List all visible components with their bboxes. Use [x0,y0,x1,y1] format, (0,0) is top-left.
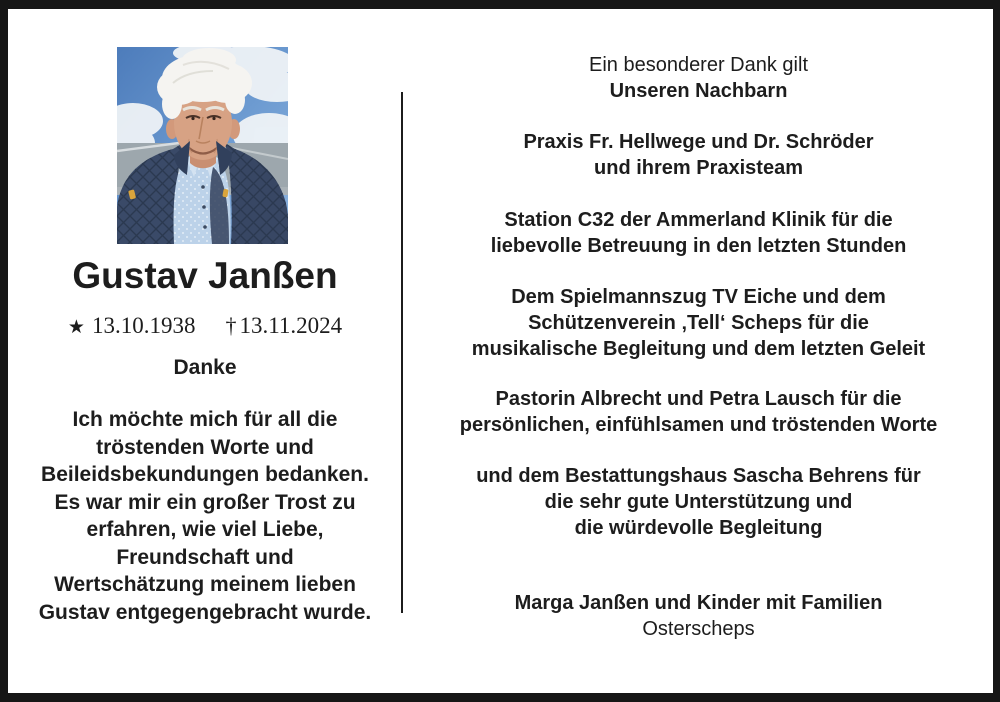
ack-line: und dem Bestattungshaus Sascha Behrens für [476,465,921,487]
ack-line: Praxis Fr. Hellwege und Dr. Schröder [523,131,874,153]
life-dates [8,312,402,342]
signature-family: Marga Janßen und Kinder mit Familien [514,592,883,614]
message-line: Freundschaft und [116,545,294,569]
ack-block-bestattungshaus [404,463,993,541]
ack-intro-highlight: Unseren Nachbarn [609,80,788,102]
ack-intro-block [404,52,993,104]
ack-line: liebevolle Betreuung in den letzten Stunden [490,235,907,257]
death-date: 13.11.2024 [239,313,343,338]
column-divider [401,92,403,613]
ack-line: musikalische Begleitung und dem letzten Geleit [471,338,926,360]
personal-message [8,406,402,626]
birth-star-icon: ★ [67,317,85,338]
signature-location: Osterscheps [642,618,755,640]
ack-line: persönlichen, einfühlsamen und tröstenden Worte [459,414,938,436]
ack-block-pastorin [404,386,993,438]
signature-block [404,590,993,642]
message-line: Gustav entgegengebracht wurde. [38,600,372,624]
thanks-heading: Danke [173,356,237,379]
ack-line: die würdevolle Begleitung [574,517,823,539]
ack-line: Station C32 der Ammerland Klinik für die [504,209,893,231]
message-line: erfahren, wie viel Liebe, [86,518,324,541]
message-line: Ich möchte mich für all die [72,408,338,431]
ack-line: Schützenverein ‚Tell‘ Scheps für die [528,312,869,334]
death-date-group [225,312,342,340]
message-line: Es war mir ein großer Trost zu [54,490,356,514]
ack-line: die sehr gute Unterstützung und [544,491,853,513]
death-cross-icon: † [225,313,237,338]
birth-date-group [68,312,196,342]
birth-date: 13.10.1938 [91,313,196,338]
ack-line: Dem Spielmannszug TV Eiche und dem [511,286,886,308]
ack-line: Pastorin Albrecht und Petra Lausch für die [495,388,902,410]
message-line: Beileidsbekundungen bedanken. [41,463,369,486]
ack-block-klinik [404,207,993,259]
portrait-photo [117,47,288,244]
ack-block-praxis [404,129,993,181]
ack-block-spielmannszug [404,284,993,362]
ack-line: und ihrem Praxisteam [594,157,803,179]
message-line: Wertschätzung meinem lieben [54,573,356,596]
ack-intro-line: Ein besonderer Dank gilt [588,54,808,76]
deceased-name: Gustav Janßen [72,255,338,296]
message-line: tröstenden Worte und [96,435,314,459]
